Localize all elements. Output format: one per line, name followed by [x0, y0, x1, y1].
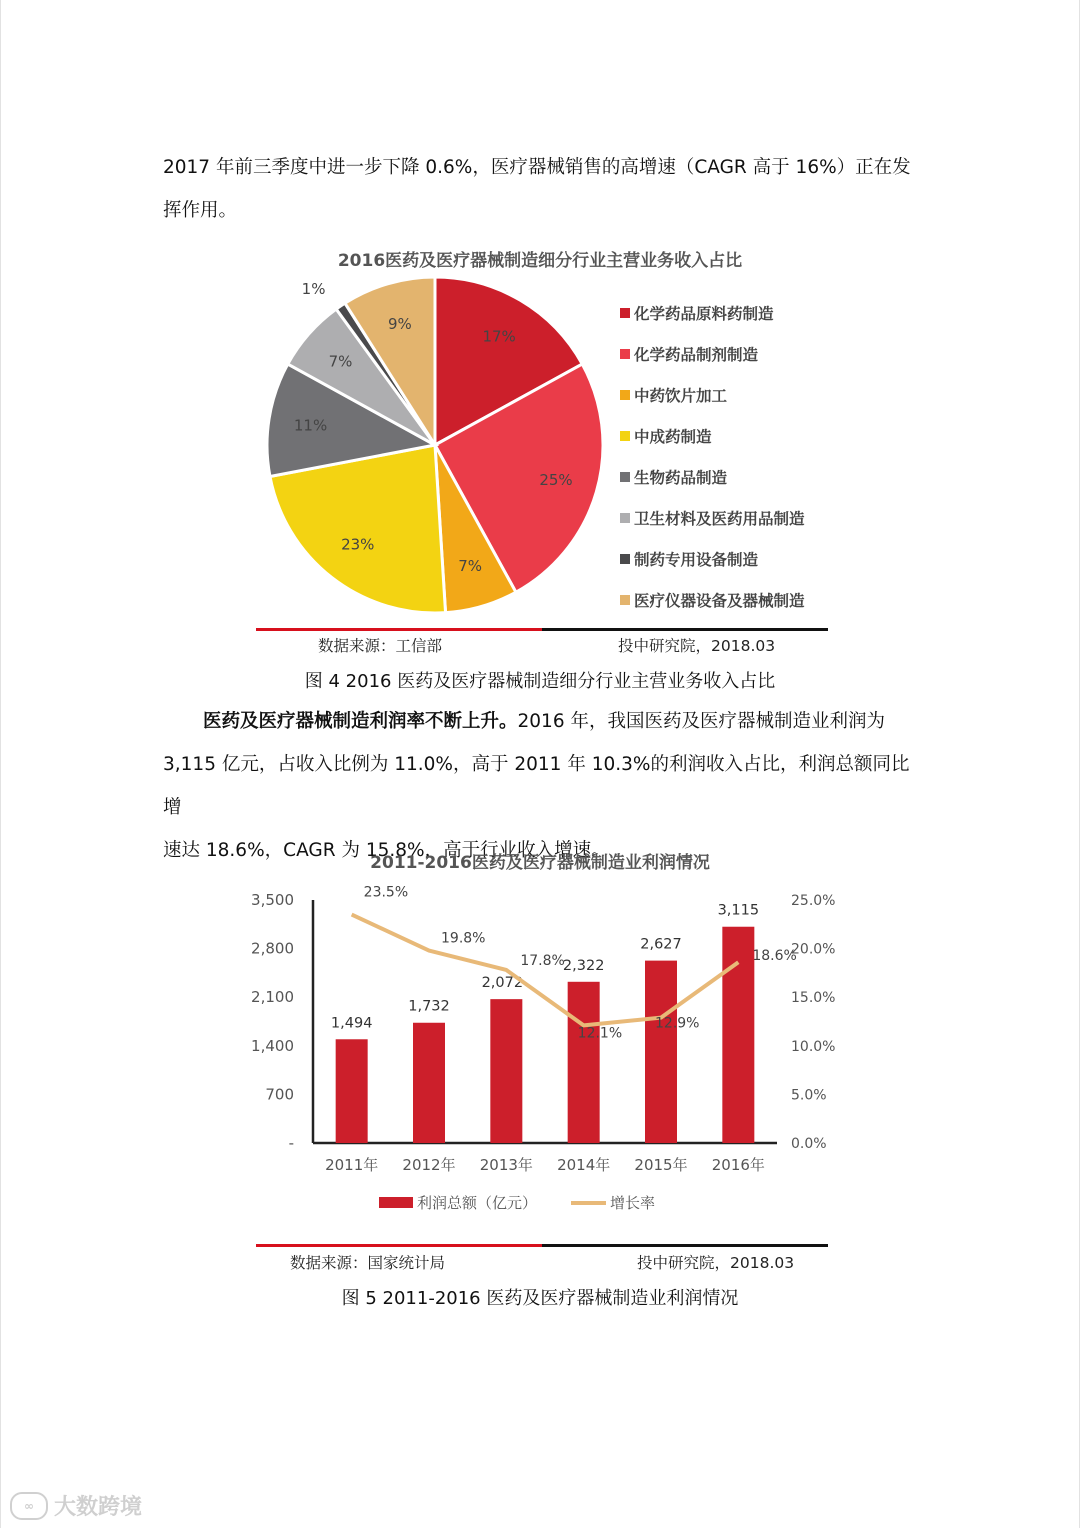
category-label-1: 2012年: [402, 1156, 456, 1174]
pie-legend-item-3: [620, 415, 805, 456]
pie-legend-swatch-4: [620, 472, 630, 482]
pie-legend-swatch-6: [620, 554, 630, 564]
pie-slice-label-1: 25%: [539, 471, 573, 490]
pie-legend-item-0: [620, 292, 805, 333]
intro-paragraph: [163, 146, 923, 232]
pie-chart-title: 2016医药及医疗器械制造细分行业主营业务收入占比: [337, 251, 743, 271]
figure5-caption: 图 5 2011-2016 医药及医疗器械制造业利润情况: [341, 1288, 739, 1309]
pie-legend-swatch-3: [620, 431, 630, 441]
growth-label-5: 18.6%: [752, 948, 797, 965]
category-label-2: 2013年: [479, 1156, 533, 1174]
profit-bold-lead: 医药及医疗器械制造利润率不断上升。: [203, 711, 518, 732]
pie-legend-item-1: [620, 333, 805, 374]
right-axis-tick-1: 5.0%: [791, 1087, 827, 1104]
bar-1: [413, 1023, 445, 1143]
profit-paragraph: [163, 700, 923, 872]
figure5-source-left: 数据来源：国家统计局: [290, 1254, 446, 1272]
growth-label-2: 17.8%: [520, 952, 565, 969]
pie-legend-label-3: 中成药制造: [634, 427, 712, 446]
pie-legend-swatch-7: [620, 595, 630, 605]
profit-line-1: 2016 年，我国医药及医疗器械制造业利润为: [517, 711, 885, 732]
growth-label-3: 12.1%: [577, 1025, 623, 1042]
bar-legend-swatch: [379, 1197, 413, 1208]
growth-label-4: 12.9%: [655, 1015, 700, 1032]
pie-slice-label-5: 7%: [328, 352, 353, 371]
figure5-source-right: 投中研究院，2018.03: [637, 1254, 795, 1272]
bar-3: [568, 982, 600, 1143]
profit-line-2: 3,115 亿元，占收入比例为 11.0%，高于 2011 年 10.3%的利润收入占比，利润总额同比增: [163, 754, 910, 818]
pie-legend-item-2: [620, 374, 805, 415]
figure4-caption: 图 4 2016 医药及医疗器械制造细分行业主营业务收入占比: [304, 671, 776, 692]
watermark-logo-icon: ∞: [10, 1492, 48, 1520]
pie-legend-label-5: 卫生材料及医药用品制造: [634, 509, 805, 528]
pie-legend-swatch-1: [620, 349, 630, 359]
pie-legend-swatch-2: [620, 390, 630, 400]
pie-slice-label-6: 1%: [301, 279, 326, 298]
pie-legend-label-2: 中药饮片加工: [634, 386, 728, 405]
pie-slice-label-2: 7%: [458, 556, 483, 575]
pie-slice-label-3: 23%: [341, 535, 375, 554]
pie-legend-label-6: 制药专用设备制造: [634, 550, 759, 569]
bar-label-2: 2,072: [481, 975, 524, 992]
pie-legend-swatch-0: [620, 308, 630, 318]
bar-legend-label: 利润总额（亿元）: [417, 1194, 538, 1212]
bar-label-5: 3,115: [717, 902, 760, 919]
left-axis-tick-0: -: [288, 1134, 294, 1152]
figure4-source-right: 投中研究院，2018.03: [618, 637, 776, 655]
line-legend-label: 增长率: [610, 1194, 656, 1212]
figure5-source-bar: [256, 1244, 828, 1247]
bar-chart-title: 2011-2016医药及医疗器械制造业利润情况: [370, 853, 710, 873]
pie-legend: [620, 292, 805, 620]
left-axis-tick-1: 700: [265, 1085, 294, 1104]
profit-bar-line-chart: [240, 880, 850, 1225]
intro-line-2: 挥作用。: [163, 200, 238, 221]
intro-line-1: 2017 年前三季度中进一步下降 0.6%，医疗器械销售的高增速（CAGR 高于 16%）正在发: [163, 157, 911, 178]
category-label-3: 2014年: [557, 1156, 611, 1174]
profit-line-3: 速达 18.6%，CAGR 为 15.8%，高于行业收入增速。: [163, 840, 610, 861]
right-axis-tick-3: 15.0%: [791, 990, 836, 1007]
left-axis-tick-3: 2,100: [251, 988, 294, 1007]
pie-legend-label-4: 生物药品制造: [634, 468, 728, 487]
left-axis-tick-4: 2,800: [251, 939, 294, 958]
pie-legend-item-7: [620, 579, 805, 620]
pie-slice-label-0: 17%: [482, 327, 516, 346]
pie-legend-swatch-5: [620, 513, 630, 523]
right-axis-tick-4: 20.0%: [791, 941, 836, 958]
right-axis-tick-0: 0.0%: [791, 1136, 827, 1152]
pie-legend-label-1: 化学药品制剂制造: [634, 345, 759, 364]
left-axis-tick-2: 1,400: [251, 1036, 294, 1055]
bar-label-4: 2,627: [640, 936, 682, 953]
bar-4: [645, 961, 677, 1143]
pie-slice-label-7: 9%: [387, 315, 412, 334]
bar-label-0: 1,494: [330, 1015, 373, 1032]
growth-label-0: 23.5%: [363, 884, 409, 901]
pie-legend-item-4: [620, 456, 805, 497]
pie-slice-label-4: 11%: [293, 416, 328, 435]
watermark: [10, 1490, 142, 1521]
pie-legend-label-7: 医疗仪器设备及器械制造: [634, 591, 805, 610]
bar-label-3: 2,322: [562, 957, 605, 974]
category-label-5: 2016年: [711, 1156, 765, 1174]
right-axis-tick-2: 10.0%: [791, 1038, 836, 1055]
category-label-0: 2011年: [325, 1156, 379, 1174]
pie-chart: [250, 270, 620, 630]
watermark-text: 大数跨境: [54, 1495, 143, 1520]
pie-legend-label-0: 化学药品原料药制造: [634, 304, 774, 323]
bar-2: [490, 999, 522, 1143]
pie-legend-item-6: [620, 538, 805, 579]
bar-0: [336, 1039, 368, 1143]
pie-legend-item-5: [620, 497, 805, 538]
figure4-source-left: 数据来源：工信部: [318, 637, 443, 655]
figure4-source-bar: [256, 628, 828, 631]
left-axis-tick-5: 3,500: [251, 891, 294, 909]
right-axis-tick-5: 25.0%: [791, 893, 836, 909]
bar-label-1: 1,732: [408, 998, 450, 1015]
bar-5: [722, 927, 754, 1143]
growth-label-1: 19.8%: [441, 930, 486, 947]
category-label-4: 2015年: [634, 1156, 688, 1174]
